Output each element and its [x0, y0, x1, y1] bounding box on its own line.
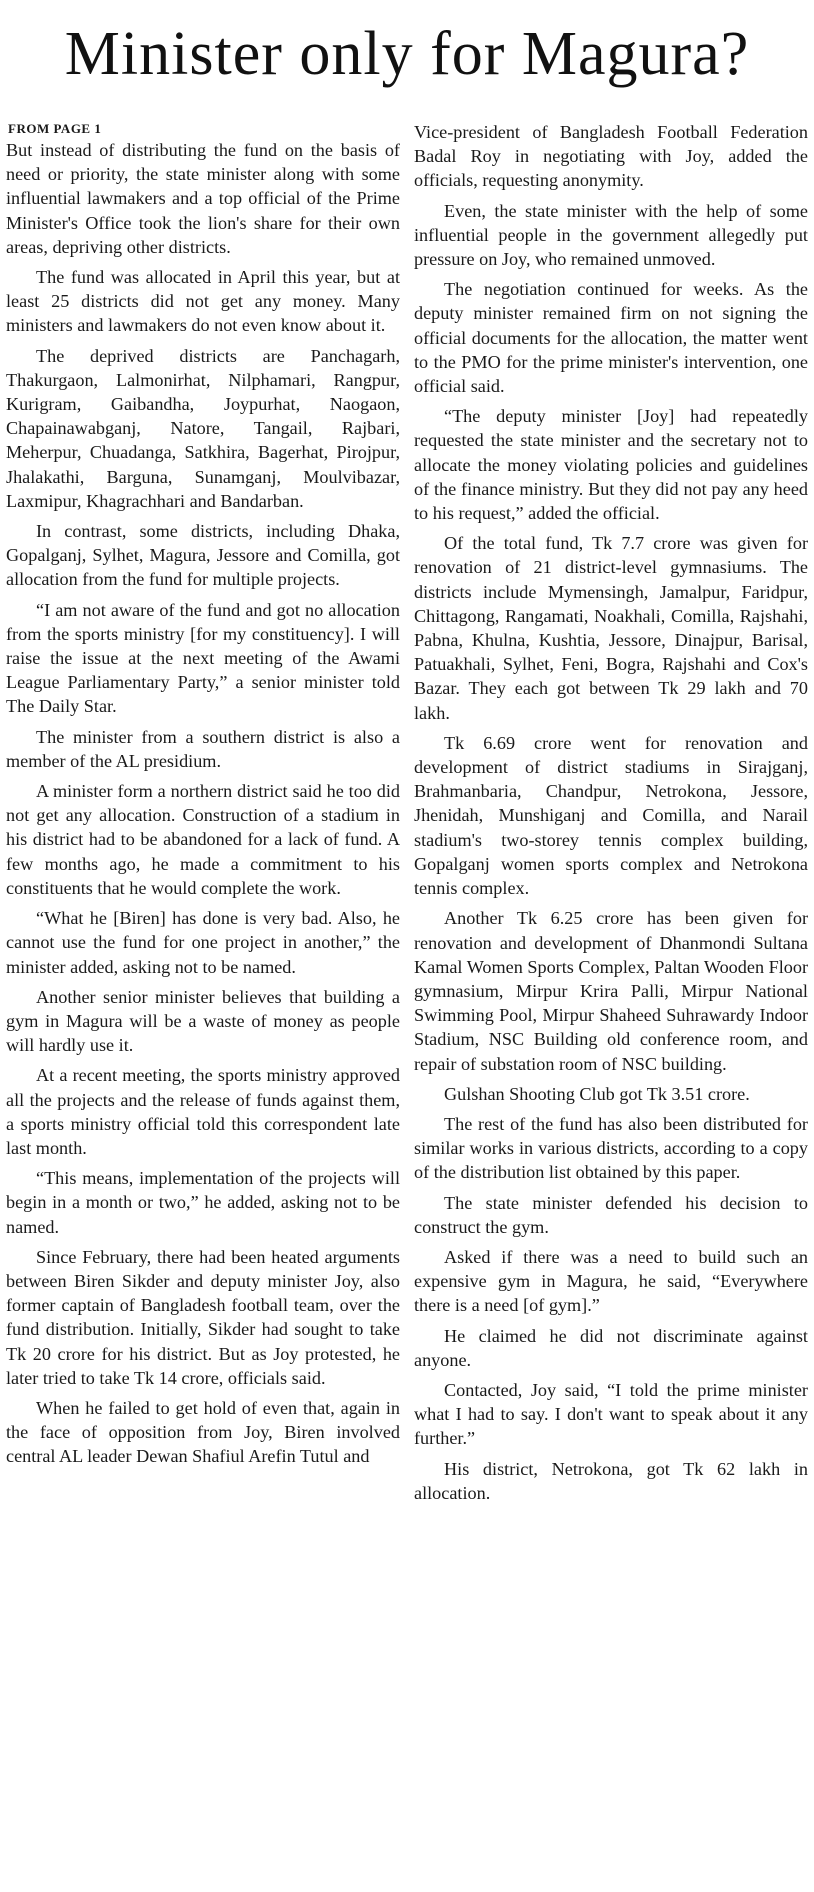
article-body	[6, 120, 808, 1511]
paragraph: Tk 6.69 crore went for renovation and development of district stadiums in Sirajganj, Brahmanbaria, Chandpur, Netrokona, Jessore, Jhenidah, Munshiganj and Comilla, and Narail stadium's two-storey tennis complex building, Gopalganj women sports complex and Netrokona tennis complex.	[414, 732, 808, 899]
headline: Minister only for Magura?	[64, 20, 750, 88]
paragraph: At a recent meeting, the sports ministry approved all the projects and the release of funds against them, a sports ministry official told this correspondent late last month.	[6, 1065, 400, 1158]
paragraph: He claimed he did not discriminate against anyone.	[414, 1325, 808, 1370]
paragraph: “This means, implementation of the projects will begin in a month or two,” he added, asking not to be named.	[6, 1168, 400, 1237]
paragraph: “I am not aware of the fund and got no allocation from the sports ministry [for my constituency]. I will raise the issue at the next meeting of the Awami League Parliamentary Party,” a senior minister told The Daily Star.	[6, 599, 400, 717]
paragraph: Gulshan Shooting Club got Tk 3.51 crore.	[444, 1083, 750, 1104]
paragraph: Another senior minister believes that building a gym in Magura will be a waste of money as people will hardly use it.	[6, 986, 400, 1056]
paragraph: When he failed to get hold of even that, again in the face of opposition from Joy, Biren involved central AL leader Dewan Shafiul Arefin Tutul and	[6, 1397, 400, 1467]
paragraph: The state minister defended his decision to construct the gym.	[414, 1192, 808, 1237]
paragraph: His district, Netrokona, got Tk 62 lakh in allocation.	[414, 1458, 808, 1503]
right-column	[414, 120, 808, 1511]
continuation-kicker: FROM PAGE 1	[8, 121, 102, 136]
paragraph: Vice-president of Bangladesh Football Federation Badal Roy in negotiating with Joy, added the officials, requesting anonymity.	[414, 122, 808, 191]
paragraph: Another Tk 6.25 crore has been given for renovation and development of Dhanmondi Sultana Kamal Women Sports Complex, Paltan Wooden Floor gymnasium, Mirpur Krira Palli, Mirpur National Swimming Pool, Mirpur Shaheed Suhrawardy Indoor Stadium, NSC Building old conference room, and repair of substation room of NSC building.	[414, 908, 808, 1074]
paragraph: Of the total fund, Tk 7.7 crore was given for renovation of 21 district-level gymnasiums. The districts include Mymensingh, Jamalpur, Faridpur, Chittagong, Rangamati, Noakhali, Comilla, Rajshahi, Pabna, Khulna, Kushtia, Jessore, Dinajpur, Barisal, Patuakhali, Sylhet, Feni, Bogra, Rajshahi and Cox's Bazar. They each got between Tk 29 lakh and 70 lakh.	[414, 533, 808, 723]
paragraph: The fund was allocated in April this year, but at least 25 districts did not get any money. Many ministers and lawmakers do not even know about it.	[6, 267, 400, 336]
paragraph: Contacted, Joy said, “I told the prime minister what I had to say. I don't want to speak about it any further.”	[414, 1379, 808, 1449]
left-column	[6, 120, 400, 1511]
paragraph: “The deputy minister [Joy] had repeatedly requested the state minister and the secretary not to allocate the money violating policies and guidelines of the finance ministry. But they did not pay any heed to his request,” added the official.	[414, 406, 808, 524]
paragraph: But instead of distributing the fund on the basis of need or priority, the state minister along with some influential lawmakers and a top official of the Prime Minister's Office took the lion's share for their own areas, depriving other districts.	[6, 140, 400, 257]
paragraph: The rest of the fund has also been distributed for similar works in various districts, according to a copy of the distribution list obtained by this paper.	[414, 1113, 808, 1183]
paragraph: Even, the state minister with the help of some influential people in the government allegedly put pressure on Joy, who remained unmoved.	[414, 200, 808, 270]
paragraph: Since February, there had been heated arguments between Biren Sikder and deputy minister Joy, also former captain of Bangladesh football team, over the fund distribution. Initially, Sikder had sought to take Tk 20 crore for his district. But as Joy protested, he later tried to take Tk 14 crore, officials said.	[6, 1246, 400, 1388]
paragraph: “What he [Biren] has done is very bad. Also, he cannot use the fund for one project in another,” the minister added, asking not to be named.	[6, 908, 400, 977]
paragraph: A minister form a northern district said he too did not get any allocation. Construction of a stadium in his district had to be abandoned for a lack of fund. A few months ago, he made a commitment to his constituents that he would complete the work.	[6, 781, 400, 898]
paragraph: The deprived districts are Panchagarh, Thakurgaon, Lalmonirhat, Nilphamari, Rangpur, Kurigram, Gaibandha, Joypurhat, Naogaon, Chapainawabganj, Natore, Tangail, Rajbari, Meherpur, Chuadanga, Satkhira, Bagerhat, Pirojpur, Jhalakathi, Barguna, Sunamganj, Moulvibazar, Laxmipur, Khagrachhari and Bandarban.	[6, 345, 400, 511]
paragraph: The minister from a southern district is also a member of the AL presidium.	[6, 726, 400, 771]
paragraph: In contrast, some districts, including Dhaka, Gopalganj, Sylhet, Magura, Jessore and Comilla, got allocation from the fund for multiple projects.	[6, 521, 400, 590]
paragraph: The negotiation continued for weeks. As the deputy minister remained firm on not signing the official documents for the allocation, the matter went to the PMO for the prime minister's intervention, one official said.	[414, 279, 808, 397]
paragraph: Asked if there was a need to build such an expensive gym in Magura, he said, “Everywhere there is a need [of gym].”	[414, 1246, 808, 1316]
